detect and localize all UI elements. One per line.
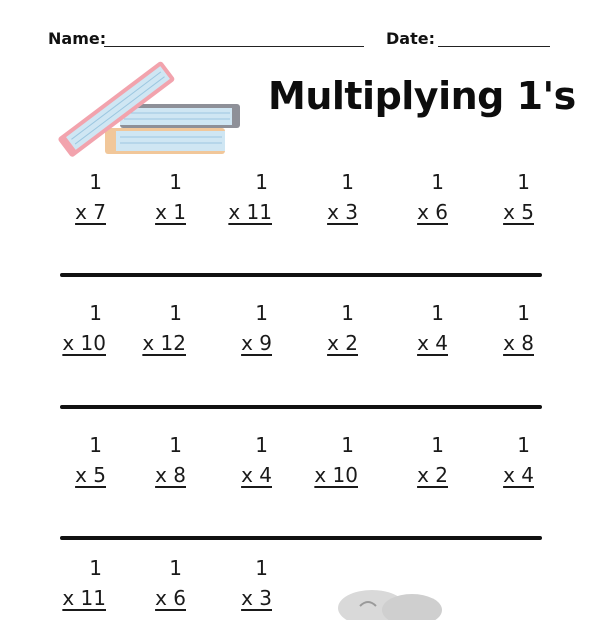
multiplier: x 9	[241, 331, 272, 355]
problem-item	[44, 556, 124, 616]
worksheet-header	[48, 29, 558, 53]
problem-item	[124, 170, 204, 230]
problem-item	[44, 433, 124, 493]
problem-item	[296, 301, 376, 361]
multiplier: x 3	[327, 200, 358, 224]
multiplicand: 1	[431, 433, 444, 457]
multiplier: x 6	[417, 200, 448, 224]
multiplier: x 11	[228, 200, 272, 224]
problem-item	[296, 170, 376, 230]
multiplier: x 8	[155, 463, 186, 487]
stacked-books-icon	[58, 58, 248, 160]
multiplier: x 10	[62, 331, 106, 355]
problem-item	[472, 301, 552, 361]
multiplicand: 1	[341, 301, 354, 325]
problem-item	[210, 301, 290, 361]
problem-item	[124, 433, 204, 493]
multiplier: x 3	[241, 586, 272, 610]
multiplicand: 1	[169, 170, 182, 194]
worksheet-title: Multiplying 1's	[268, 74, 576, 118]
multiplicand: 1	[169, 556, 182, 580]
multiplier: x 4	[241, 463, 272, 487]
multiplicand: 1	[255, 433, 268, 457]
problem-item	[386, 433, 466, 493]
multiplier: x 5	[75, 463, 106, 487]
multiplier: x 12	[142, 331, 186, 355]
problem-item	[124, 556, 204, 616]
multiplicand: 1	[89, 301, 102, 325]
multiplicand: 1	[431, 170, 444, 194]
multiplier: x 6	[155, 586, 186, 610]
name-field[interactable]	[104, 46, 364, 47]
multiplicand: 1	[169, 433, 182, 457]
multiplicand: 1	[341, 170, 354, 194]
multiplicand: 1	[89, 433, 102, 457]
problem-item	[210, 170, 290, 230]
multiplier: x 2	[327, 331, 358, 355]
multiplicand: 1	[517, 433, 530, 457]
row-divider	[60, 405, 542, 409]
multiplier: x 7	[75, 200, 106, 224]
multiplicand: 1	[255, 301, 268, 325]
row-divider	[60, 536, 542, 540]
multiplicand: 1	[255, 170, 268, 194]
name-label: Name:	[48, 29, 107, 48]
multiplier: x 5	[503, 200, 534, 224]
problem-item	[124, 301, 204, 361]
multiplicand: 1	[431, 301, 444, 325]
problem-item	[472, 433, 552, 493]
doodle-icon	[330, 580, 450, 620]
multiplier: x 11	[62, 586, 106, 610]
problem-item	[472, 170, 552, 230]
problem-item	[44, 170, 124, 230]
multiplicand: 1	[517, 170, 530, 194]
problem-item	[210, 433, 290, 493]
multiplicand: 1	[255, 556, 268, 580]
multiplicand: 1	[341, 433, 354, 457]
problem-item	[296, 433, 376, 493]
date-field[interactable]	[438, 46, 550, 47]
multiplier: x 2	[417, 463, 448, 487]
multiplicand: 1	[89, 170, 102, 194]
multiplier: x 4	[503, 463, 534, 487]
multiplier: x 1	[155, 200, 186, 224]
multiplier: x 10	[314, 463, 358, 487]
problem-item	[386, 170, 466, 230]
multiplier: x 4	[417, 331, 448, 355]
problem-item	[386, 301, 466, 361]
multiplicand: 1	[517, 301, 530, 325]
multiplicand: 1	[169, 301, 182, 325]
problem-item	[44, 301, 124, 361]
multiplier: x 8	[503, 331, 534, 355]
date-label: Date:	[386, 29, 435, 48]
problem-item	[210, 556, 290, 616]
multiplicand: 1	[89, 556, 102, 580]
row-divider	[60, 273, 542, 277]
